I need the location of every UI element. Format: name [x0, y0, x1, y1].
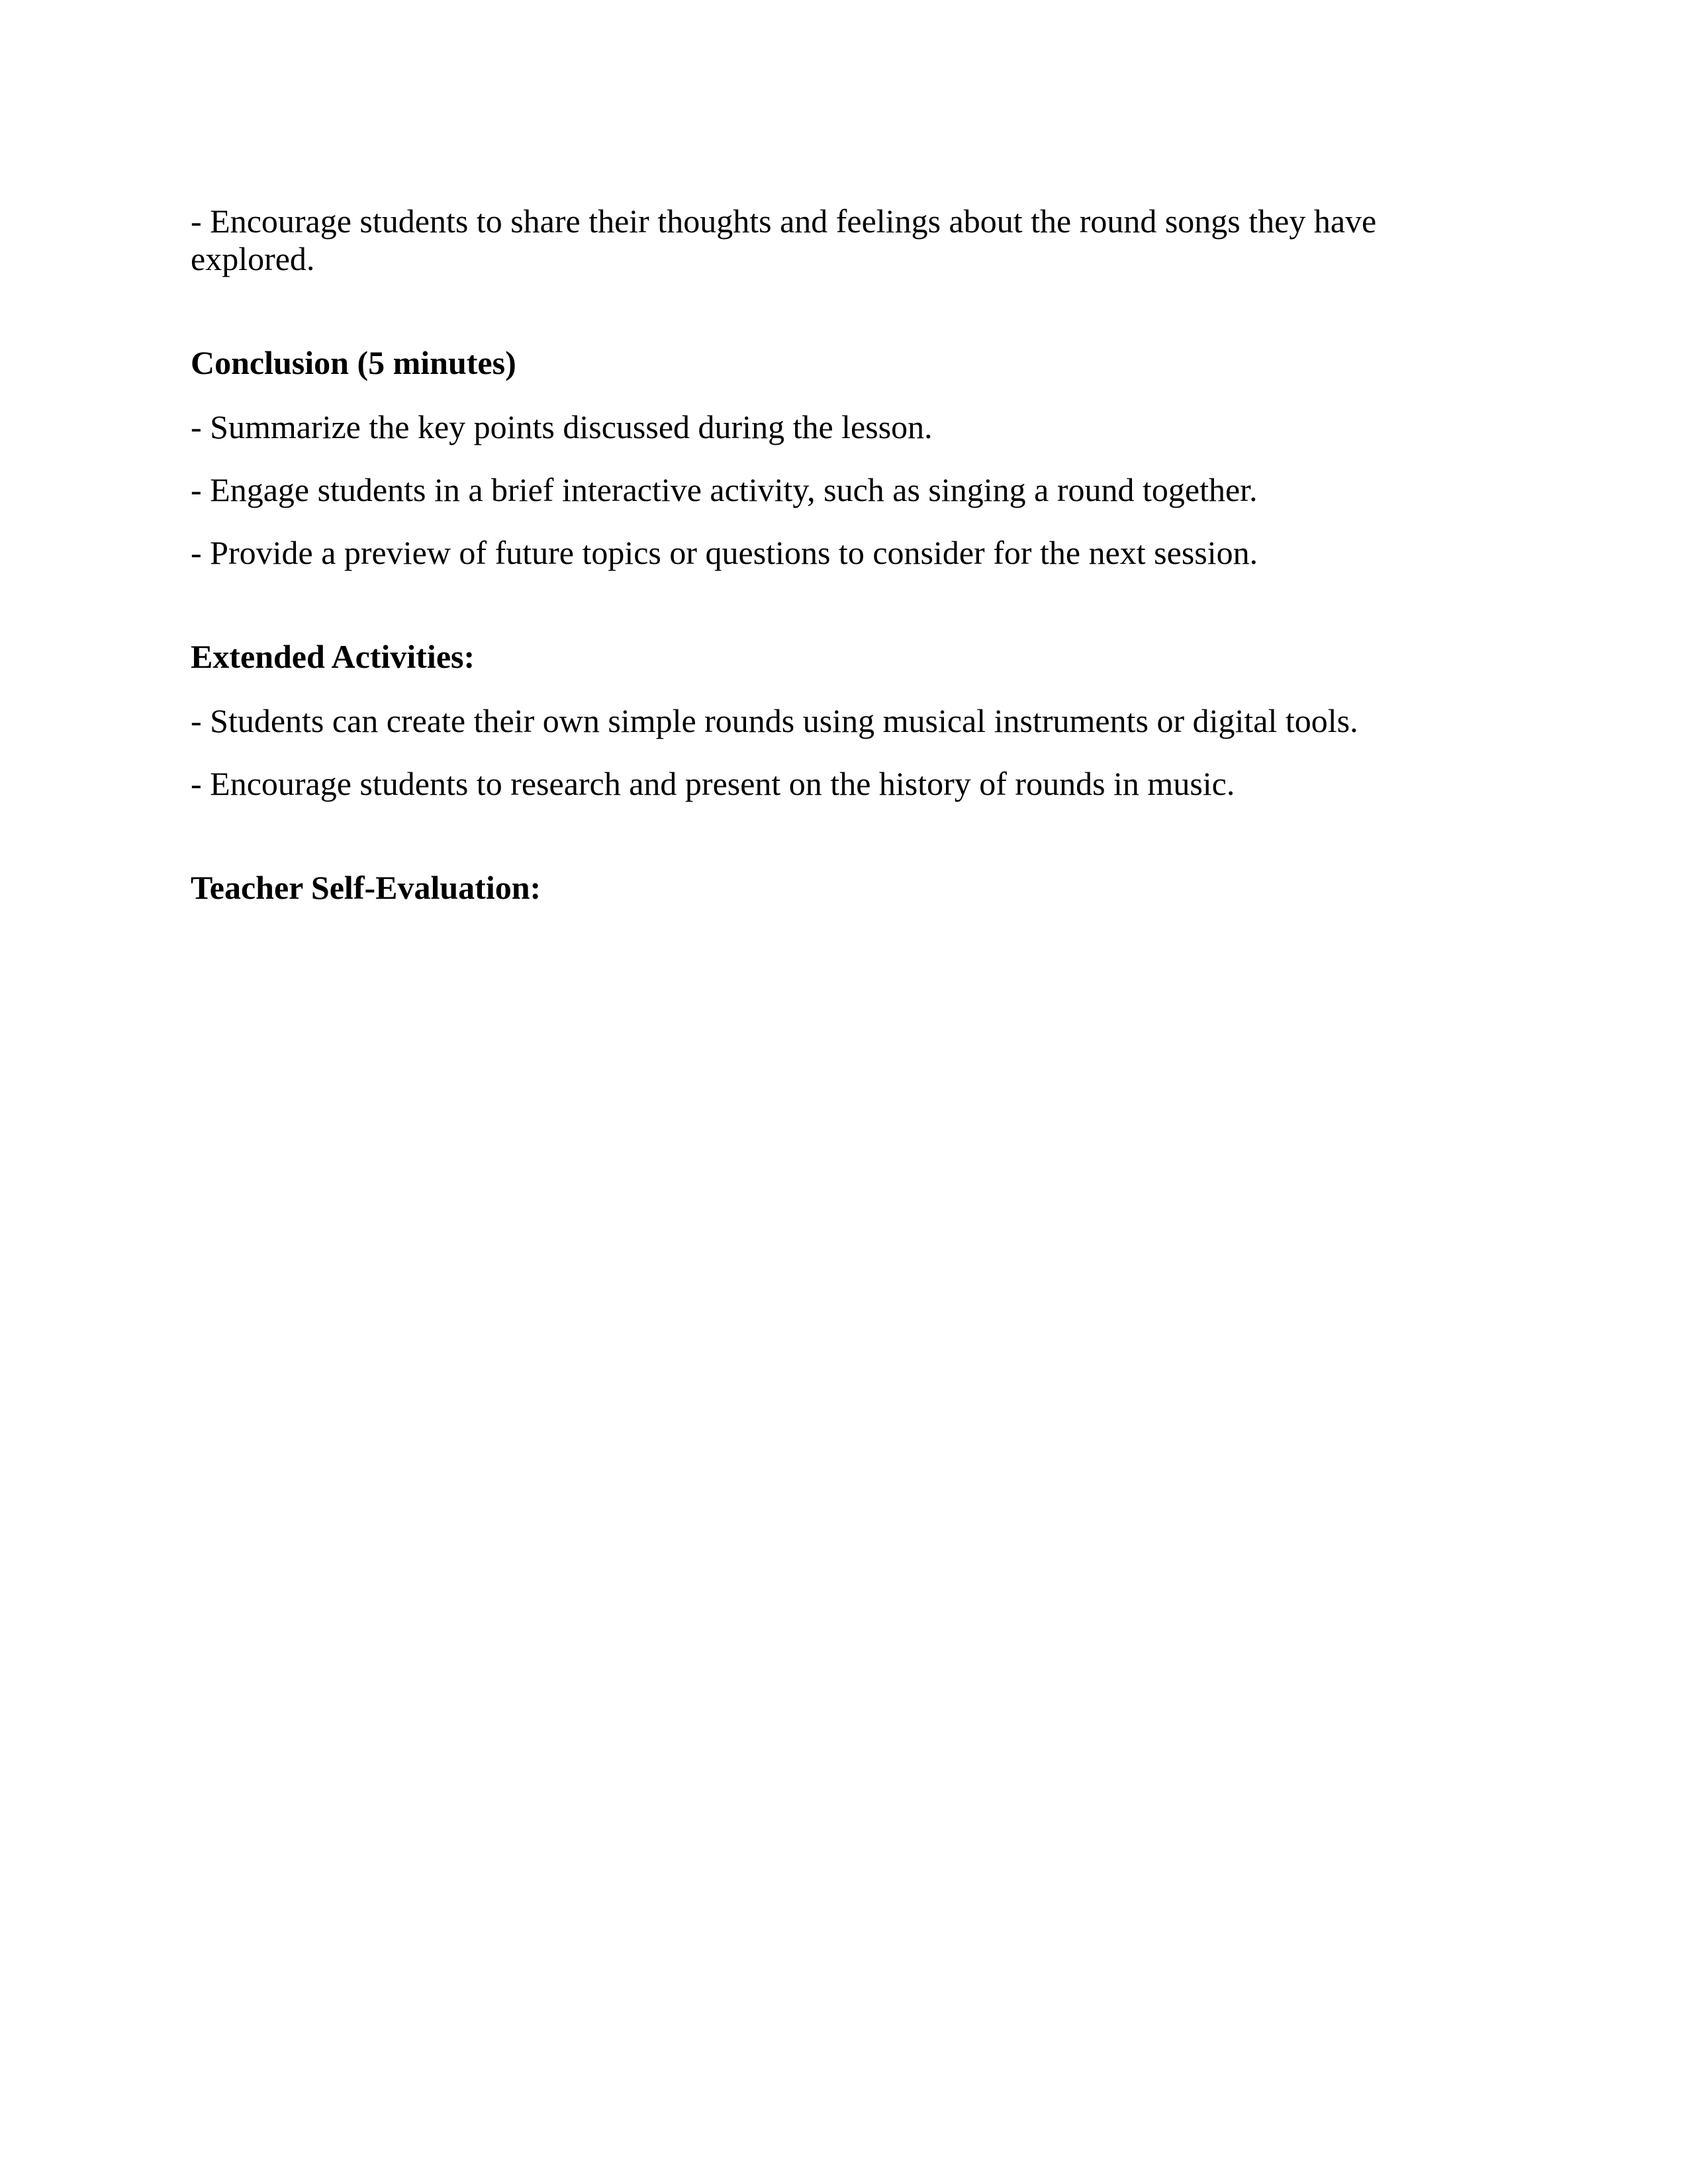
section-heading-conclusion: Conclusion (5 minutes)	[191, 344, 516, 381]
section-heading-teacher-self-evaluation: Teacher Self-Evaluation:	[191, 869, 541, 906]
document-content	[191, 203, 1448, 933]
bullet-engage-interactive-activity: - Engage students in a brief interactive activity, such as singing a round together.	[191, 471, 1258, 508]
bullet-provide-preview: - Provide a preview of future topics or questions to consider for the next session.	[191, 534, 1258, 571]
paragraph-encourage-share-thoughts: - Encourage students to share their thoughts and feelings about the round songs they have explored.	[191, 203, 1377, 277]
bullet-encourage-research-history: - Encourage students to research and present on the history of rounds in music.	[191, 765, 1235, 802]
bullet-students-create-rounds: - Students can create their own simple rounds using musical instruments or digital tools.	[191, 702, 1358, 739]
section-heading-extended-activities: Extended Activities:	[191, 638, 475, 675]
bullet-summarize-key-points: - Summarize the key points discussed during the lesson.	[191, 408, 933, 445]
